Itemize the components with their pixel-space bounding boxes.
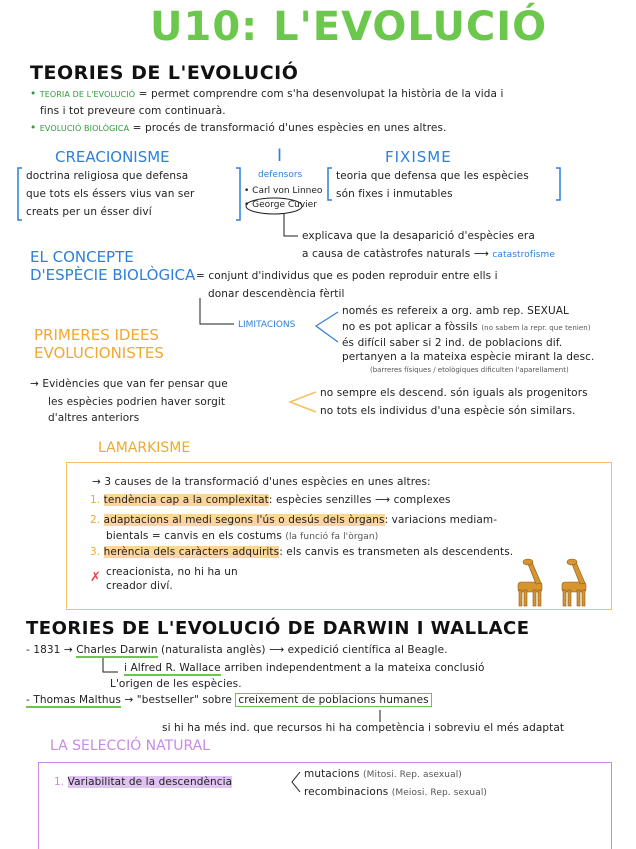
defensors-label: defensors (258, 170, 303, 180)
section-heading-theories: TEORIES DE L'EVOLUCIÓ (30, 62, 299, 84)
seleccio-item-1 (54, 776, 232, 788)
darwin-line-2 (124, 662, 485, 674)
evidence-reason-2: no tots els individus d'una espècie són similars. (320, 405, 576, 417)
primeres-label-2: EVOLUCIONISTES (34, 344, 164, 362)
limitation-3-note: (barreres físiques / etològiques dificulten l'aparellament) (370, 366, 569, 374)
seleccio-item-1-num: 1. (54, 776, 65, 788)
defensor-cuvier-name: George Cuvier (252, 200, 317, 210)
especie-def-2: donar descendència fèrtil (208, 288, 345, 300)
lamarckisme-label: LAMARKISME (98, 440, 191, 456)
darwin-year: - 1831 → (26, 644, 73, 656)
especie-label-2: D'ESPÈCIE BIOLÒGICA (30, 266, 196, 284)
cuvier-note-2: a causa de catàstrofes naturals ⟶ catastrofisme (302, 248, 556, 260)
catastrofisme-label: catastrofisme (492, 250, 556, 260)
text-biological-evolution: = procés de transformació d'unes espècies en unes altres. (132, 122, 447, 134)
limitation-2-note: (no sabem la repr. que tenien) (481, 324, 591, 332)
cause-2-rest: : variacions mediam- (384, 514, 498, 526)
seleccio-label: LA SELECCIÓ NATURAL (50, 738, 210, 754)
evidence-line-3: d'altres anteriors (48, 412, 140, 424)
creacionisme-label: CREACIONISME (55, 148, 170, 166)
mutacions-note: (Mitosi. Rep. asexual) (363, 770, 462, 780)
limitation-3a: és difícil saber si 2 ind. de poblacions dif. (342, 337, 563, 349)
cause-2-line2: bientals = canvis en els costums (106, 530, 282, 542)
seleccio-sub-2 (304, 786, 487, 798)
darwin-line-3: L'origen de les espècies. (110, 678, 242, 690)
defensor-cuvier: • George Cuvier (244, 200, 317, 210)
giraffe-icon (518, 559, 542, 606)
recombinacions-label: recombinacions (304, 786, 389, 798)
wallace-rest: arriben independentment a la mateixa conclusió (224, 662, 485, 674)
cause-1-rest: : espècies senzilles ⟶ complexes (268, 494, 451, 506)
malthus-mid: → "bestseller" sobre (124, 694, 232, 706)
recombinacions-note: (Meiosi. Rep. sexual) (391, 788, 488, 798)
text-evolution-theory-cont: fins i tot preveure com continuarà. (40, 105, 226, 117)
term-evolution-theory: TEORIA DE L'EVOLUCIÓ (39, 90, 136, 99)
malthus-box: creixement de poblacions humanes (235, 693, 431, 707)
limitation-1: només es refereix a org. amb rep. SEXUAL (342, 305, 569, 317)
cause-3-highlight: herència dels caràcters adquirits (103, 546, 280, 558)
darwin-line-1 (26, 644, 448, 656)
lamarck-criticism-1: creacionista, no hi ha un (106, 566, 238, 578)
cuvier-note-1: explicava que la desaparició d'espècies era (302, 230, 535, 242)
evidence-reason-1: no sempre els descend. són iguals als progenitors (320, 387, 588, 399)
limitation-3b: pertanyen a la mateixa espècie mirant la desc. (342, 351, 595, 363)
separator-label: I (277, 146, 283, 166)
fixisme-def-2: són fixes i inmutables (336, 188, 453, 200)
darwin-rest: (naturalista anglès) ⟶ expedició científica al Beagle. (161, 644, 448, 656)
limitation-2-text: no es pot aplicar a fòssils (342, 321, 478, 333)
seleccio-item-1-text: Variabilitat de la descendència (67, 776, 233, 788)
cuvier-note-2-text: a causa de catàstrofes naturals (302, 248, 471, 260)
creacionisme-def-2: que tots els éssers vius van ser (26, 188, 195, 200)
bullet-evolution-theory: • TEORIA DE L'EVOLUCIÓ = permet comprendre com s'ha desenvolupat la història de la vida i (30, 88, 504, 100)
cause-1-num: 1. (90, 494, 101, 506)
wallace-name: i Alfred R. Wallace (124, 662, 221, 674)
cause-3-rest: : els canvis es transmeten als descendents. (279, 546, 514, 558)
cause-2-num: 2. (90, 514, 101, 526)
giraffe-icon (562, 559, 586, 606)
seleccio-sub-1 (304, 768, 462, 780)
limitacions-label: LIMITACIONS (238, 320, 296, 330)
cause-2-highlight: adaptacions al medi segons l'ús o desús dels òrgans (103, 514, 385, 526)
lamarck-intro: → 3 causes de la transformació d'unes espècies en unes altres: (92, 476, 431, 488)
fixisme-label: FIXISME (385, 148, 452, 166)
malthus-name: - Thomas Malthus (26, 694, 121, 706)
darwin-name: Charles Darwin (76, 644, 158, 656)
evidence-line-2: les espècies podrien haver sorgit (48, 396, 226, 408)
especie-label-1: EL CONCEPTE (30, 248, 134, 266)
creacionisme-def-1: doctrina religiosa que defensa (26, 170, 189, 182)
text-evolution-theory: = permet comprendre com s'ha desenvolupat la història de la vida i (138, 88, 504, 100)
lamarck-criticism-2: creador diví. (106, 580, 173, 592)
bullet-biological-evolution: • EVOLUCIÓ BIOLÒGICA = procés de transformació d'unes espècies en unes altres. (30, 122, 447, 134)
page-title: U10: L'EVOLUCIÓ (150, 4, 548, 50)
cross-icon: ✗ (90, 570, 101, 585)
especie-def-1: = conjunt d'individus que es poden reproduir entre ells i (196, 270, 498, 282)
cause-3-num: 3. (90, 546, 101, 558)
section-heading-darwin: TEORIES DE L'EVOLUCIÓ DE DARWIN I WALLACE (26, 618, 530, 639)
evidence-line-1: → Evidències que van fer pensar que (30, 378, 228, 390)
fixisme-def-1: teoria que defensa que les espècies (336, 170, 529, 182)
defensor-linneo-name: Carl von Linneo (252, 186, 323, 196)
creacionisme-def-3: creats per un ésser diví (26, 206, 152, 218)
competition-line: si hi ha més ind. que recursos hi ha competència i sobreviu el més adaptat (162, 722, 565, 734)
cause-1-highlight: tendència cap a la complexitat (103, 494, 269, 506)
malthus-line (26, 694, 432, 706)
cause-2-note: (la funció fa l'òrgan) (285, 532, 379, 542)
defensor-linneo: • Carl von Linneo (244, 186, 323, 196)
mutacions-label: mutacions (304, 768, 360, 780)
term-biological-evolution: EVOLUCIÓ BIOLÒGICA (39, 124, 130, 133)
primeres-label-1: PRIMERES IDEES (34, 326, 159, 344)
